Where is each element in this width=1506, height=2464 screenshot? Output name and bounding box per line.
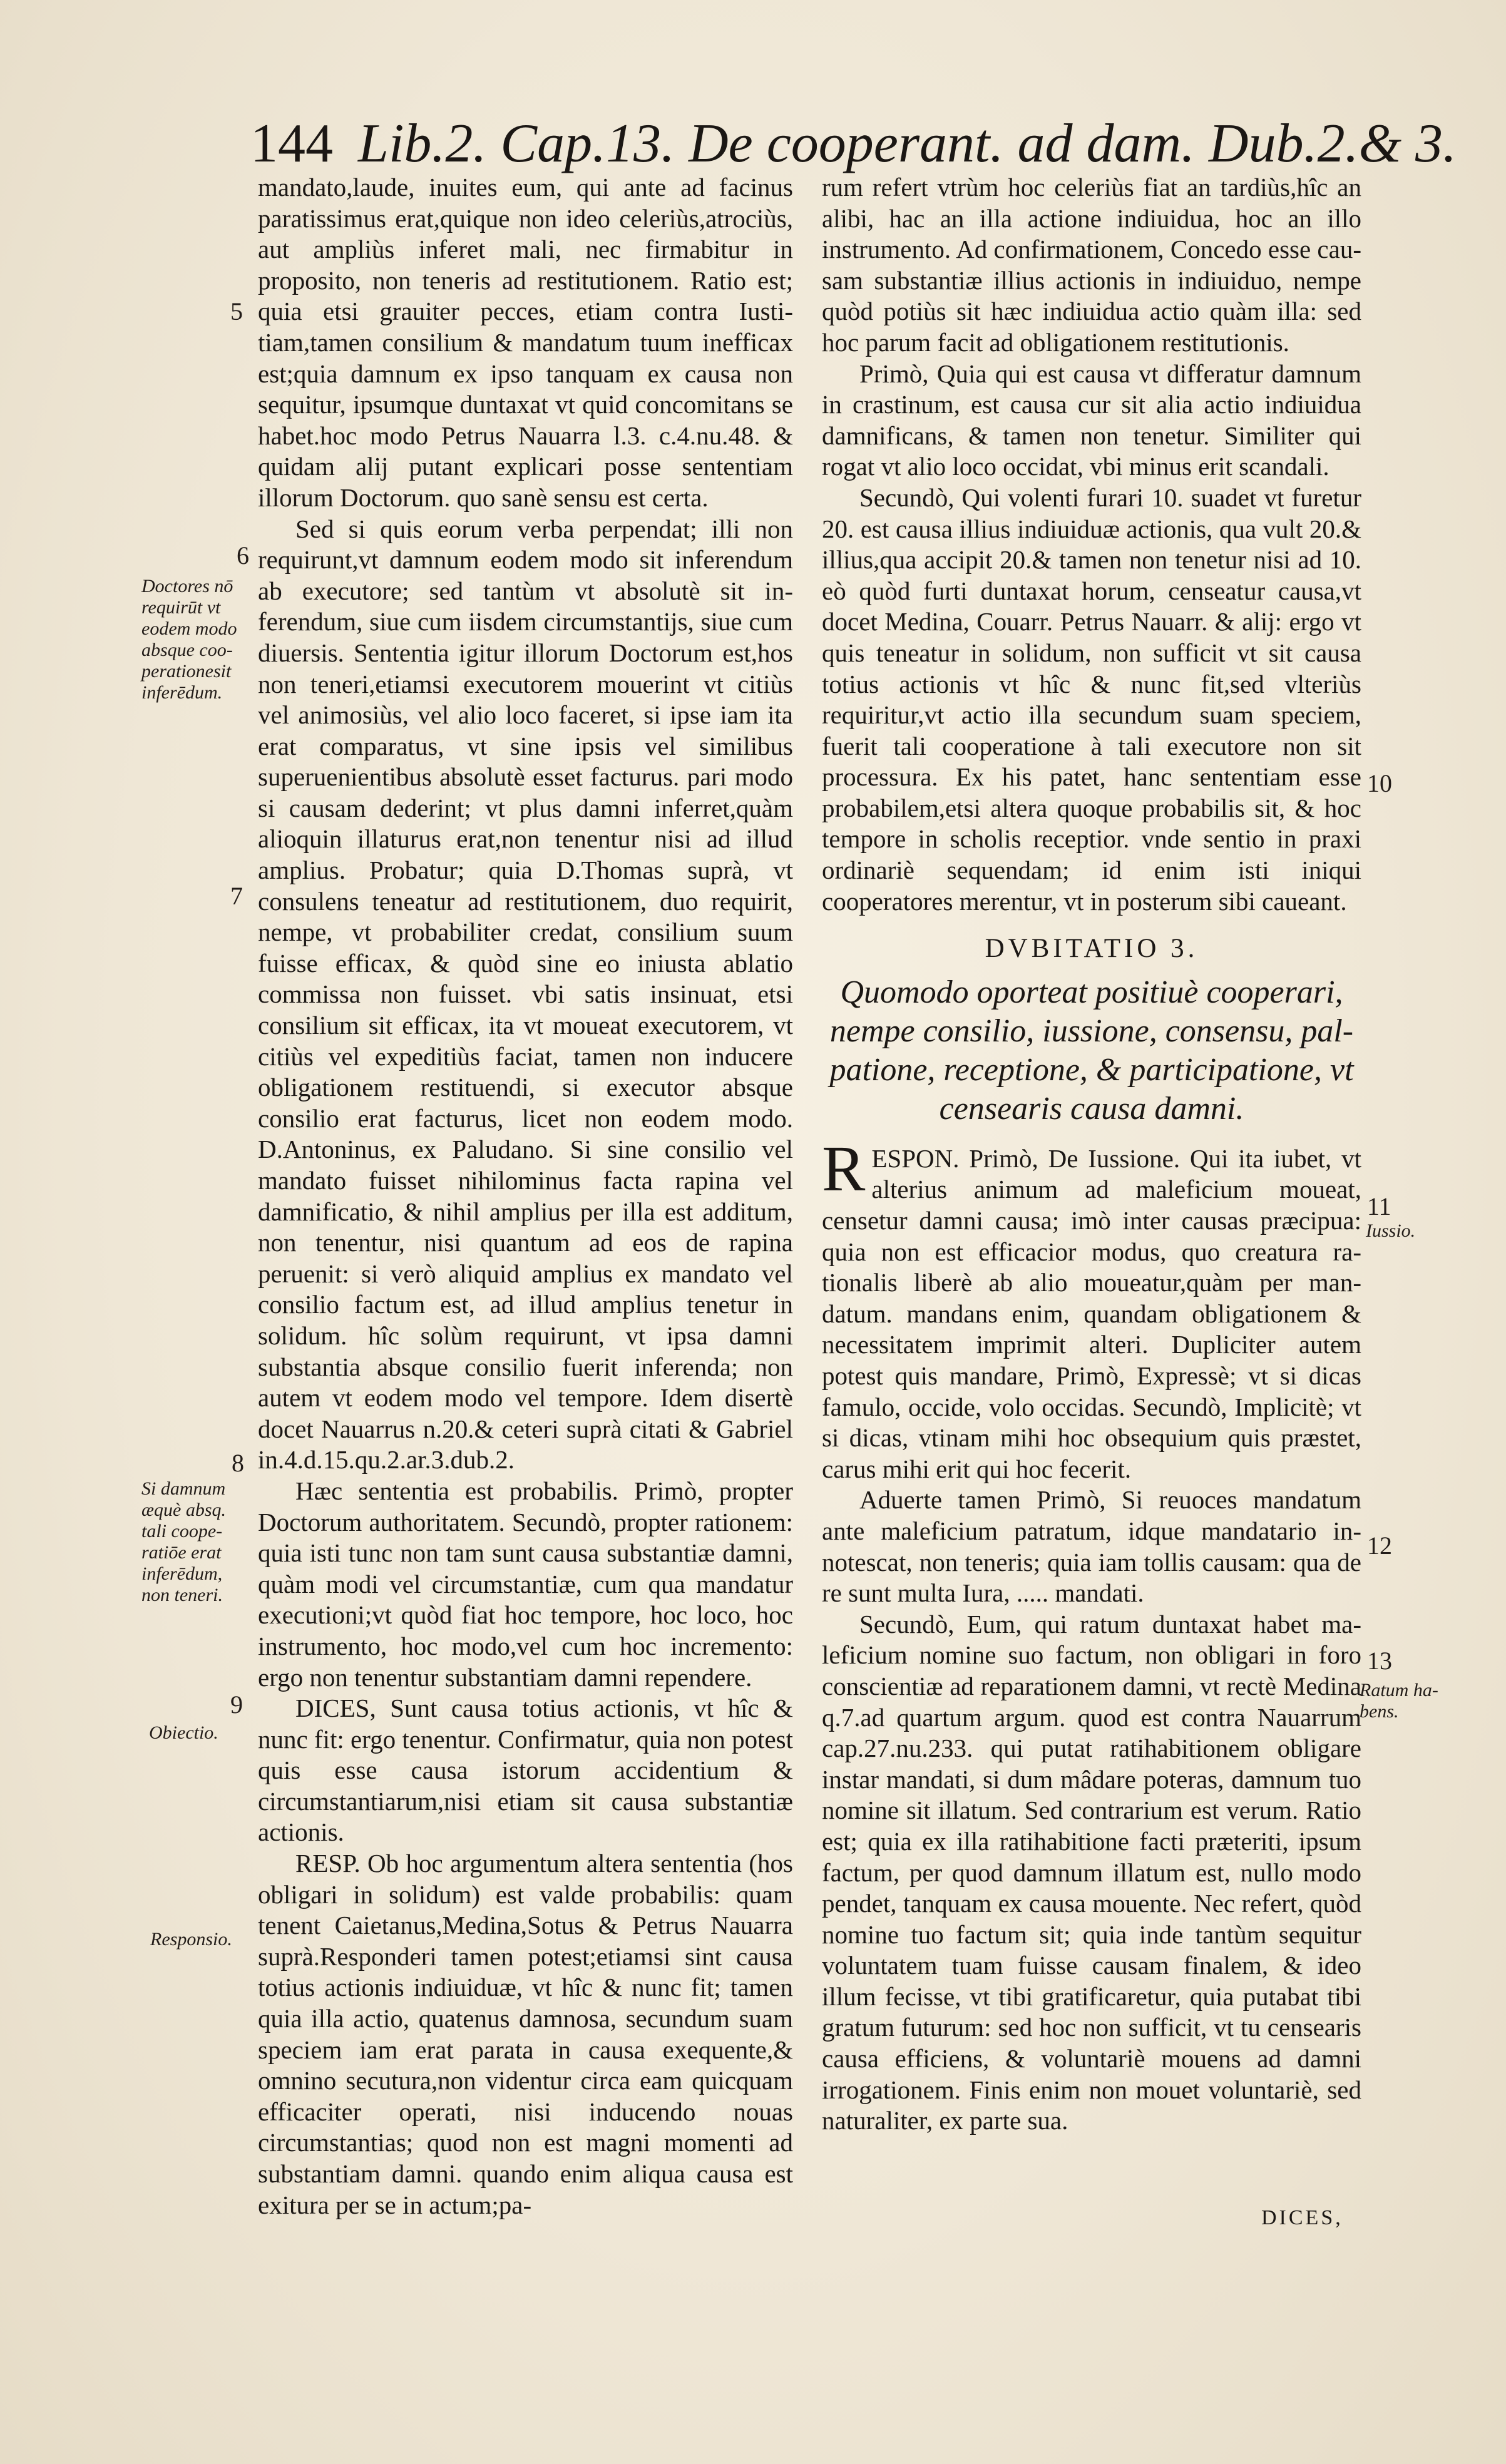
catchword: DICES, <box>1261 2206 1343 2229</box>
margin-note-doctores: Doctores nō requirūt vt eodem modo absque cooperationesit inferēdum. <box>141 576 237 703</box>
left-paragraph-1: mandato,laude, inuites eum, qui ante ad facinus paratissimus erat,quique non ideo celeriùs,atrociùs, aut ampliùs inferet mali, nec firmabitur in proposito, non teneris ad restitutionem. Ratio est; quia etsi grauiter pecces, etiam contra Iustitiam,tamen consilium & mandatum tuum inefficax est;quia damnum ex ipso tanquam ex causa non sequitur, ipsumque duntaxat vt quid concomitans se habet.hoc modo Petrus Nauarra l.3. c.4.nu.48. & quidam alij putant explicari posse sententiam illorum Doctorum. quo sanè sensu est certa. <box>258 173 793 512</box>
right-paragraph-1: rum refert vtrùm hoc celeriùs fiat an tardiùs,hîc an alibi, hac an illa actione indiuidua, hoc an illo instrumento. Ad confirmationem, Concedo esse causam substantiæ illius actionis in indiuiduo, nempe quòd potiùs sit hæc indiuidua actio quàm illa: sed hoc parum facit ad obligationem restitutionis. <box>822 173 1361 357</box>
left-paragraph-3: Hæc sententia est probabilis. Primò, propter Doctorum authoritatem. Secundò, propter rationem: quia isti tunc non tam sunt causa substantiæ damni, quàm modi vel circumstantiæ, cum qua mandatur executioni;vt quòd fiat hoc tempore, hoc loco, hoc instrumento, hoc modo,vel cum hoc incremento: ergo non tenentur substantiam damni rependere. <box>258 1476 793 1692</box>
right-paragraph-2: Primò, Quia qui est causa vt differatur damnum in crastinum, est causa cur sit alia actio indiuidua damnificans, & tamen non tenetur. Similiter qui rogat vt alio loco occidat, vbi minus erit scandali. <box>822 359 1361 481</box>
margin-number-5: 5 <box>230 297 243 325</box>
running-title: Lib.2. Cap.13. De cooperant. ad dam. Dub.2.& 3. <box>358 113 1457 174</box>
left-paragraph-2: Sed si quis eorum verba perpendat; illi non requirunt,vt damnum eodem modo sit inferendum ab executore; sed tantùm vt absolutè sit inferendum, siue cum iisdem circumstantijs, siue cum diuersis. Sententia igitur illorum Doctorum est,hos non teneri,etiamsi executorem mouerint vt citiùs vel animosiùs, vel alio loco faceret, si ipse iam ita erat comparatus, vt sine ipsis vel similibus superuenientibus absolutè esset facturus. pari modo si causam dederint; vt plus damni inferret,quàm alioquin illaturus erat,non tenentur nisi ad illud amplius. Probatur; quia D.Thomas suprà, vt consulens teneatur ad restitutionem, duo requirit, nempe, vt probabiliter credat, consilium suum fuisse efficax, & quòd sine eo iniusta ablatio commissa non fuisset. vbi satis insinuat, etsi consilium sit efficax, ita vt moueat executorem, vt citiùs vel expeditiùs faciat, tamen non inducere obligationem restituendi, si executor absque consilio erat facturus, licet non eodem modo. D.Antoninus, ex Paludano. Si sine consilio vel mandato fuisset nihilominus facta rapina vel damnificatio, & nihil amplius per illa est additum, non tenentur, nisi quantum ad eos de rapina peruenit: si verò aliquid amplius ex mandato vel consilio factum est, ad illud amplius tenetur in solidum. hîc solùm requirunt, vt ipsa damni substantia absque consilio fuerit inferenda; non autem vt eodem modo vel tempore. Idem disertè docet Nauarrus n.20.& ceteri suprà citati & Gabriel in.4.d.15.qu.2.ar.3.dub.2. <box>258 514 793 1475</box>
margin-number-9: 9 <box>230 1690 243 1719</box>
response-paragraph <box>822 1132 1361 1485</box>
margin-number-10: 10 <box>1367 769 1392 797</box>
margin-note-iussio: Iussio. <box>1366 1220 1416 1241</box>
margin-number-8: 8 <box>232 1449 244 1477</box>
running-head <box>250 110 1457 178</box>
right-column <box>822 172 1361 2212</box>
margin-number-13: 13 <box>1367 1647 1392 1675</box>
page-number: 144 <box>250 113 333 174</box>
margin-note-ratum: Ratum habens. <box>1360 1680 1438 1722</box>
left-column <box>258 172 794 2219</box>
dubitatio-heading: DVBITATIO 3. <box>985 934 1199 964</box>
dubitatio-question: Quomodo oporteat positiuè cooperari, nempe consilio, iussione, consensu, palpatione, receptione, & participatione, vt censearis causa damni. <box>829 974 1354 1127</box>
left-paragraph-5: RESP. Ob hoc argumentum altera sententia (hos obligari in solidum) est valde probabilis: quam tenent Caietanus,Medina,Sotus & Petrus Nauarra suprà.Responderi tamen potest;etiamsi sint causa totius actionis indiuiduæ, vt hîc & nunc fit; tamen quia illa actio, quatenus damnosa, secundum suam speciem iam erat parata in causa exequente,& omnino secutura,non videntur circa eam quicquam efficaciter operati, nisi inducendo nouas circumstantias; quod non est magni momenti ad substantiam damni. quando enim aliqua causa est exitura per se in actum;pa- <box>258 1849 793 2219</box>
right-paragraph-aduerte: Aduerte tamen Primò, Si reuoces mandatum ante maleficium patratum, idque mandatario innotescat, non teneris; quia iam tollis causam: qua de re sunt multa Iura, ..... mandati. <box>822 1485 1361 1608</box>
drop-cap: R <box>822 1132 866 1205</box>
right-paragraph-secundo: Secundò, Eum, qui ratum duntaxat habet maleficium nomine suo factum, non obligari in foro conscientiæ ad reparationem damni, vt rectè Medina q.7.ad quartum argum. quod est contra Nauarrum cap.27.nu.233. qui putat ratihabitionem obligare instar mandati, si dum mâdare poteras, damnum tuo nomine sit illatum. Sed contrarium est verum. Ratio est; quia ex illa ratihabitione facti præteriti, ipsum factum, per quod damnum illatum est, nullo modo pendet, tanquam ex causa mouente. Nec refert, quòd nomine tuo factum sit; quia inde tantùm sequitur voluntatem tuam fuisse causam finalem, & ideo illum fecisse, vt tibi gratificaretur, quia putabat tibi gratum futurum: sed hoc non sufficit, vt tu censearis causa efficiens, & voluntariè mouens ad damni irrogationem. Finis enim non mouet voluntariè, sed naturaliter, ex parte sua. <box>822 1609 1361 2135</box>
margin-note-si-damnum: Si damnum æquè absq. tali cooperatiōe erat inferēdum, non teneri. <box>141 1478 226 1605</box>
response-text: ESPON. Primò, De Iussione. Qui ita iubet, vt alterius animum ad maleficium moueat, censetur damni causa; imò inter causas præcipua: quia non est efficacior modus, quo creatura rationalis liberè ab alio moueatur,quàm per mandatum. mandans enim, quandam obligationem & necessitatem imprimit alteri. Dupliciter autem potest quis mandare, Primò, Expressè; vt si dicas famulo, occide, volo occidas. Secundò, Implicitè; vt si dicas, vtinam mihi hoc obsequium quis præstet, carus mihi erit qui hoc fecerit. <box>822 1143 1361 1483</box>
margin-number-11: 11 <box>1367 1192 1391 1220</box>
right-paragraph-3: Secundò, Qui volenti furari 10. suadet vt furetur 20. est causa illius indiuiduæ actionis, qua vult 20.& illius,qua accipit 20.& tamen non tenetur nisi ad 10. eò quòd furti duntaxat horum, censeatur causa,vt docet Medina, Couarr. Petrus Nauarr. & alij: ergo vt quis teneatur in solidum, non sufficit vt sit causa totius actionis vt hîc & nunc fit,sed vlteriùs requiritur,vt actio illa secundum suam speciem, fuerit tali cooperatione à tali executore non sit processura. Ex his patet, hanc sententiam esse probabilem,etsi altera quoque probabilis sit, & hoc tempore in scholis receptior. vnde sentio in praxi ordinariè sequendam; id enim isti iniqui cooperatores merentur, vt in posterum sibi caueant. <box>822 483 1361 916</box>
margin-note-responsio: Responsio. <box>150 1929 232 1950</box>
left-paragraph-4: DICES, Sunt causa totius actionis, vt hîc & nunc fit: ergo tenentur. Confirmatur, quia non potest quis esse causa istorum accidentium & circumstantiarum,nisi etiam sit causa substantiæ actionis. <box>258 1694 794 1847</box>
margin-number-7: 7 <box>230 882 243 910</box>
margin-number-12: 12 <box>1367 1531 1392 1560</box>
margin-number-6: 6 <box>237 541 249 570</box>
margin-note-obiectio: Obiectio. <box>149 1722 218 1743</box>
